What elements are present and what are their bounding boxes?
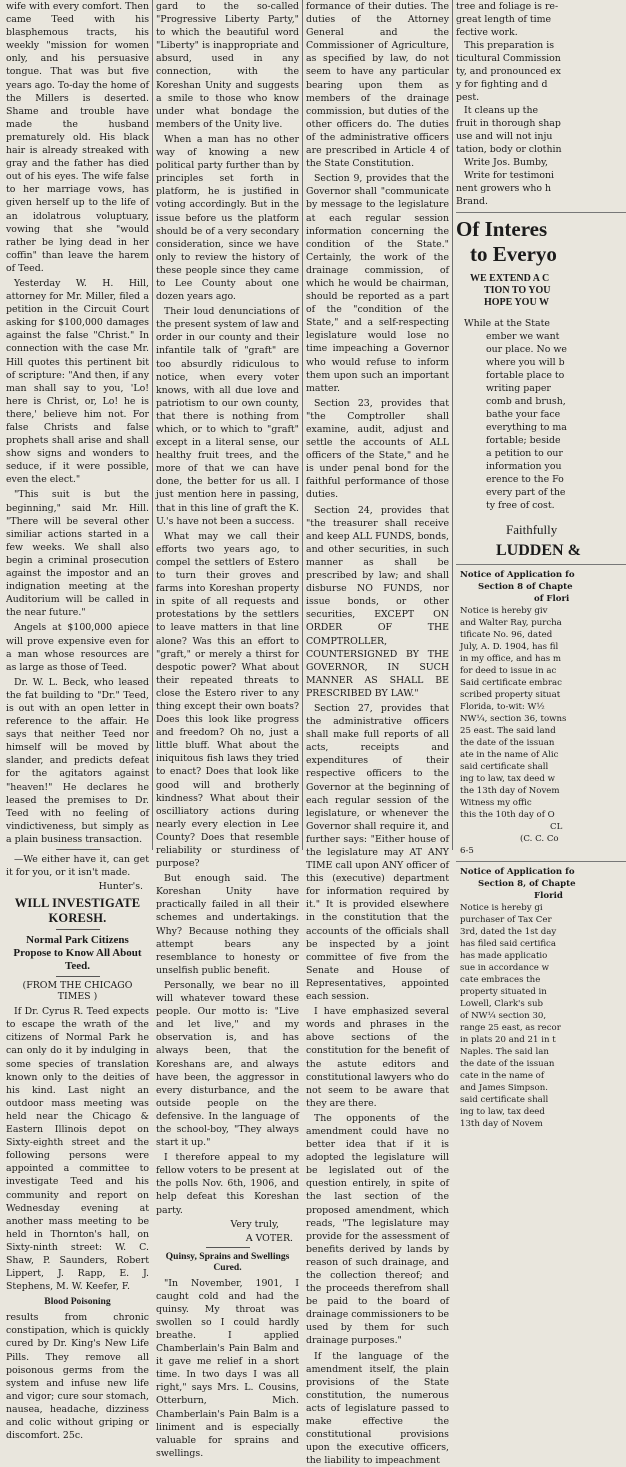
divider — [456, 564, 626, 565]
paragraph: "This suit is but the beginning," said Mr. Hill. "There will be several other similiar actions started in a few weeks. We shall also begin a criminal prosecution against the impostor and an indignation meeting at the Auditorium will be called in the near future." — [6, 489, 149, 619]
ad-body-line: everything to ma — [486, 422, 567, 433]
divider — [56, 849, 100, 850]
notice-line: ing to law, tax deed — [460, 1107, 545, 1117]
ad-body-line: ty free of cost. — [486, 500, 555, 511]
paragraph: I therefore appeal to my fellow voters to be present at the polls Nov. 6th, 1906, and help defeat this Koreshan party. — [156, 1152, 299, 1216]
paragraph: If the language of the amendment itself, the plain provisions of the State constitution, the numerous acts of legislature passed to make effective the constitutional provisions upon the executive officers, the liability to impeachment — [306, 1350, 449, 1467]
ad-line: fruit in thorough shap — [456, 118, 561, 129]
paragraph: Section 9, provides that the Governor shall "communicate by message to the legislature at each regular session information concerning the condition of the State." Certainly, the work of the drainage commission, of which he would be chairman, should be reported as a part of the "condition of the State," and a self-respecting legislature would lose no time impeaching a Governor who would refuse to inform them upon such an important matter. — [306, 173, 449, 394]
paragraph: Section 23, provides that "the Comptroller shall examine, audit, adjust and settle the accounts of ALL officers of the State," and he is under penal bond for the faithful performance of those duties. — [306, 397, 449, 501]
column-1-article — [6, 0, 149, 846]
notice-line: has made applicatio — [460, 951, 548, 961]
notice-line: in plats 20 and 21 in t — [460, 1035, 556, 1045]
ad-line: fective work. — [456, 27, 518, 38]
ad-body-line: a petition to our — [486, 448, 563, 459]
ad-closing: Faithfully — [506, 522, 558, 537]
notice-line: this the 10th day of O — [460, 810, 555, 820]
notice-line: has filed said certifica — [460, 939, 556, 949]
notice-heading: Notice of Application fo — [460, 570, 575, 580]
paragraph: I have emphasized several words and phrases in the above sections of the constitution for the benefit of the astute editors and constitutional lawyers who do not seem to be aware that they are there. — [306, 1006, 449, 1109]
paragraph: Section 27, provides that the administrative officers shall make full reports of all acts, receipts and expenditures of their respective officers to the Governor at the beginning of each regular session of the legislature, or whenever the Governor shall require it, and further says: "Either house of the legislature may AT ANY TIME call upon ANY officer of this (executive) department for information required by it." It is provided elsewhere in the constitution that the accounts of the officials shall be inspected by a joint committee of five from the Senate and House of Representatives, appointed each session. — [306, 702, 449, 1003]
notice-line: the 13th day of Novem — [460, 786, 560, 796]
ad-body-line: our place. No we — [486, 344, 567, 355]
ludden-ad — [456, 217, 626, 560]
notice-line: said certificate shall — [460, 1095, 549, 1105]
divider — [56, 929, 100, 930]
notice-signature: (C. C. Co — [520, 834, 559, 844]
ad-line: Write for testimoni — [464, 170, 555, 181]
ad-body-line: where you will b — [486, 357, 565, 368]
notice-line: purchaser of Tax Cer — [460, 915, 552, 925]
letter-signature: A VOTER. — [245, 1232, 293, 1244]
ad-body-line: information you — [486, 461, 562, 472]
paragraph: Their loud denunciations of the present system of law and order in our county and their infantile talk of "graft" are too absurdly ridiculous to notice, when every voter knows, with all due love and patriotism to our own county, that there is nothing from which, or to which to "graft" except in a literal sense, our healthy fruit trees, and the more of that we can have done, the better for us all. I just mention here in passing, that in this line of graft the K. U.'s have not been a success. — [156, 306, 299, 527]
ad-line: use and will not inju — [456, 131, 553, 142]
paragraph: What may we call their efforts two years ago, to compel the settlers of Estero to turn their groves and farms into Koreshan property in spite of all requests and protestations by the settlers to leave matters in that line alone? Was this an effort to "graft," or merely a thirst for despotic power? What about their repeated threats to close the Estero river to any thing except their own boats? Does this look like progress and freedom? Oh no, just a little bluff. What about the iniquitous fish laws they tried to enact? Does that look like good will and brotherly kindness? What about their oscilliatory actions during nearly every election in Lee County? Does that resemble reliability or sturdiness of purpose? — [156, 530, 299, 870]
ad-body-line: fortable place to — [486, 370, 565, 381]
ad-body-line: comb and brush, — [486, 396, 566, 407]
ad-body-line: every part of the — [486, 487, 566, 498]
column-rule — [152, 0, 153, 850]
paragraph: Yesterday W. H. Hill, attorney for Mr. Miller, filed a petition in the Circuit Court asking for $100,000 damages against the false "Christ." In connection with the case Mr. Hill quotes this pertinent bit of scripture: "And then, if any man shall say to you, 'Lo! here is Christ, or, Lo! he is there,' believe him not. For false Christs and false prophets shall arise and shall show signs and wonders to seduce, if it were possible, even the elect." — [6, 277, 149, 486]
notice-heading: Notice of Application fo — [460, 867, 575, 877]
divider — [206, 1247, 250, 1248]
paragraph: Angels at $100,000 apiece will prove expensive even for a man whose resources are as large as those of Teed. — [6, 622, 149, 673]
ad-title-2: to Everyo — [470, 242, 557, 266]
ad-line: y for fighting and d — [456, 79, 548, 90]
notice-line: ate in the name of Alic — [460, 750, 559, 760]
notice-line: for deed to issue in ac — [460, 666, 557, 676]
notice-line: and Walter Ray, purcha — [460, 618, 562, 628]
ad-line: ticultural Commission — [456, 53, 561, 64]
notice-line: tificate No. 96, dated — [460, 630, 553, 640]
ad-line: nent growers who h — [456, 183, 552, 194]
notice-line: range 25 east, as recor — [460, 1023, 561, 1033]
notice-subheading: of Flori — [534, 594, 570, 604]
paragraph: wife with every comfort. Then came Teed with his blasphemous tracts, his weekly "mission for women only, and his persuasive tongue. That was but five years ago. To-day the home of the Millers is deserted. Shame and trouble have made the husband prematurely old. His black hair is already streaked with gray and the father has died out of his eyes. The wife false to her marriage vows, has given herself up to the life of an idolatrous voluptuary, vowing that she "would rather be lying dead in her coffin" than leave the harem of Teed. — [6, 1, 149, 274]
source-line: (FROM THE CHICAGO TIMES ) — [22, 980, 133, 1003]
headline-will-investigate: WILL INVESTIGATE KORESH. — [14, 896, 141, 926]
notice-line: Witness my offic — [460, 798, 532, 808]
hunters-ad-text: —We either have it, can get it for you, or it isn't made. — [6, 854, 149, 879]
notice-line: cate embraces the — [460, 975, 541, 985]
notice-line: the date of the issuan — [460, 738, 555, 748]
paragraph: The opponents of the amendment could have no better idea that if it is adopted the legislature will be legislated out of the question entirely, in spite of the last section of the proposed amendment, which reads, "The legislature may provide for the assessment of benefits derived by lands by reason of such drainage, and the collection thereof; and the proceeds therefrom shall be paid to the board of drainage commissioners to be used by them for such drainage purposes." — [306, 1112, 449, 1347]
column-4 — [456, 0, 626, 1129]
notice-line: the date of the issuan — [460, 1059, 555, 1069]
ad-title: Of Interes — [456, 217, 548, 241]
notice-line: Naples. The said lan — [460, 1047, 549, 1057]
notice-line: and James Simpson. — [460, 1083, 548, 1093]
ad-body-line: erence to the Fo — [486, 474, 564, 485]
legal-notice-1 — [456, 569, 626, 857]
ad-headline-blood-poisoning: Blood Poisoning — [44, 1296, 111, 1308]
notice-line: July, A. D. 1904, has fil — [460, 642, 559, 652]
notice-line: 3rd, dated the 1st day — [460, 927, 557, 937]
ad-brand-name: LUDDEN & — [496, 542, 581, 559]
column-rule — [452, 0, 453, 850]
ad-subtitle: HOPE YOU W — [484, 297, 550, 308]
ad-subtitle: WE EXTEND A C — [470, 273, 550, 284]
column-3 — [306, 0, 449, 1467]
paragraph: Section 24, provides that "the treasurer shall receive and keep ALL FUNDS, bonds, and other securities, in such manner as shall be prescribed by law; and shall disburse NO FUNDS, nor issue bonds, or other securities, EXCEPT ON ORDER OF THE COMPTROLLER, COUNTERSIGNED BY THE GOVERNOR, IN SUCH MANNER AS SHALL BE PRESCRIBED BY LAW." — [306, 504, 449, 699]
ad-line: tree and foliage is re- — [456, 1, 559, 12]
column-1 — [6, 0, 149, 1442]
column-2 — [156, 0, 299, 1459]
notice-line: ing to law, tax deed w — [460, 774, 555, 784]
column-rule — [302, 0, 303, 850]
paragraph: formance of their duties. The duties of the Attorney General and the Commissioner of Agriculture, as specified by law, do not seem to have any particular bearing upon them as members of the drainage commission, but duties of the other officers do. The duties of the administrative officers are prescribed in Article 4 of the State Constitution. — [306, 1, 449, 170]
legal-notice-2 — [456, 866, 626, 1130]
ad-text-quinsy: "In November, 1901, I caught cold and had the quinsy. My throat was swollen so I could hardly breathe. I applied Chamberlain's Pain Balm and it gave me relief in a short time. In two days I was all right," says Mrs. L. Cousins, Otterburn, Mich. Chamberlain's Pain Balm is a liniment and is especially valuable for sprains and swellings. — [156, 1277, 299, 1459]
subhead-normal-park: Normal Park Citizens Propose to Know All About Teed. — [13, 934, 142, 973]
notice-subheading: Section 8, of Chapte — [478, 879, 576, 889]
notice-subheading: Florid — [534, 891, 563, 901]
sign-off: Very truly, — [230, 1218, 279, 1230]
ad-line: tation, body or clothin — [456, 144, 562, 155]
paragraph: gard to the so-called "Progressive Liberty Party," to which the beautiful word "Liberty" is inappropriate and absurd, used in any connection, with the Koreshan Unity and suggests a smile to those who know under what bondage the members of the Unity live. — [156, 1, 299, 130]
ad-line: This preparation is — [464, 40, 555, 51]
notice-line: scribed property situat — [460, 690, 561, 700]
notice-subheading: Section 8 of Chapte — [478, 582, 573, 592]
ad-body-line: fortable; beside — [486, 435, 561, 446]
paragraph: If Dr. Cyrus R. Teed expects to escape the wrath of the citizens of Normal Park he can only do it by indulging in some species of translation known only to the deities of his kind. Last night an outdoor mass meeting was held near the Chicago & Eastern Illinois depot on Sixty-eighth street and the following persons were appointed a committee to investigate Teed and his community and report on Wednesday evening at another mass meeting to be held in Thornton's hall, on Sixty-ninth street: W. C. Shaw, P. Saunders, Robert Lippert, J. Rapp, E. J. Stephens, M. W. Keefer, F. — [6, 1006, 149, 1293]
ad-line: great length of time — [456, 14, 552, 25]
divider — [456, 861, 626, 862]
ad-body-line: ember we want — [486, 331, 560, 342]
ad-line: ty, and pronounced ex — [456, 66, 561, 77]
divider — [456, 212, 626, 213]
ad-body-line: writing paper — [486, 383, 551, 394]
notice-line: sue in accordance w — [460, 963, 549, 973]
notice-line: Notice is hereby gi — [460, 903, 543, 913]
hunters-ad-signature: Hunter's. — [98, 881, 143, 893]
spray-ad — [456, 0, 626, 208]
notice-line: cate in the name of — [460, 1071, 545, 1081]
ad-subtitle: TION TO YOU — [484, 285, 551, 296]
notice-number: 6-5 — [460, 846, 474, 856]
notice-line: Notice is hereby giv — [460, 606, 548, 616]
notice-line: Florida, to-wit: W½ — [460, 702, 545, 712]
ad-line: pest. — [456, 92, 480, 103]
notice-line: 13th day of Novem — [460, 1119, 543, 1129]
paragraph: Dr. W. L. Beck, who leased the fat building to "Dr." Teed, is out with an open letter in reference to the affair. He says that neither Teed nor himself will be moved by slander, and predicts defeat for the agitators against "heaven!" He declares he leased the premises to Dr. Teed with no feeling of vindictiveness, but simply as a plain business transaction. — [6, 676, 149, 845]
notice-line: Lowell, Clark's sub — [460, 999, 543, 1009]
notice-line: said certificate shall — [460, 762, 549, 772]
divider — [56, 976, 100, 977]
paragraph: Personally, we bear no ill will whatever toward these people. Our motto is: "Live and let live," and my observation is, and has always been, that the Koreshans are, and always have been, the aggressor in every disturbance, and the outside people on the defensive. In the language of the school-boy, "They always start it up." — [156, 979, 299, 1149]
ad-text-blood-poisoning: results from chronic constipation, which is quickly cured by Dr. King's New Life Pills. They remove all poisonous germs from the system and infuse new life and vigor; cure sour stomach, nausea, headache, dizziness and colic without griping or discomfort. 25c. — [6, 1312, 149, 1442]
ad-line: Brand. — [456, 196, 488, 207]
ad-headline-quinsy: Quinsy, Sprains and Swellings Cured. — [165, 1250, 290, 1273]
ad-body-line: bathe your face — [486, 409, 561, 420]
ad-line: It cleans up the — [464, 105, 539, 116]
notice-line: of NW¼ section 30, — [460, 1011, 547, 1021]
notice-line: in my office, and has m — [460, 654, 561, 664]
notice-line: 25 east. The said land — [460, 726, 556, 736]
notice-line: NW¼, section 36, towns — [460, 714, 567, 724]
notice-signature: CL — [550, 822, 563, 832]
notice-line: Said certificate embrac — [460, 678, 562, 688]
ad-line: Write Jos. Bumby, — [464, 157, 549, 168]
notice-line: property situated in — [460, 987, 547, 997]
paragraph: When a man has no other way of knowing a new political party further than by principles set forth in platform, he is justified in voting accordingly. But in the issue before us the platform should be of a very secondary consideration, since we have only to review the history of these people since they came to Lee County about one dozen years ago. — [156, 133, 299, 303]
ad-body-line: While at the State — [464, 318, 550, 329]
paragraph: But enough said. The Koreshan Unity have practically failed in all their schemes and undertakings. Why? Because nothing they attempt bears any resemblance to honesty or unselfish public benefit. — [156, 873, 299, 976]
